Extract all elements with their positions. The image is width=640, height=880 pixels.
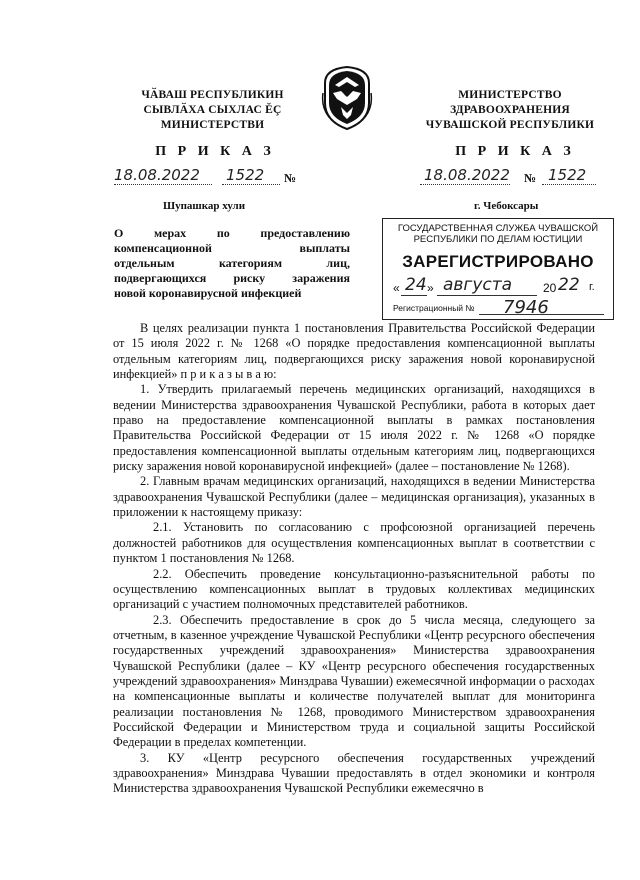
stamp-line-2: РЕСПУБЛИКИ ПО ДЕЛАМ ЮСТИЦИИ bbox=[413, 234, 583, 245]
header-right bbox=[410, 88, 610, 133]
date-left: 18.08.2022 bbox=[114, 166, 200, 184]
header-right-line-2: ЗДРАВООХРАНЕНИЯ bbox=[450, 104, 570, 116]
title-line-1: О мерах по предоставлению bbox=[114, 226, 350, 240]
number-left: 1522 bbox=[226, 166, 265, 184]
stamp-year-prefix: 20 bbox=[543, 281, 557, 295]
stamp-month: августа bbox=[443, 275, 513, 295]
number-right: 1522 bbox=[548, 166, 587, 184]
stamp-day: 24 bbox=[405, 275, 427, 295]
header-left-line-2: СЫВЛӐХА СЫХЛАС ĔÇ bbox=[143, 104, 282, 116]
header-right-line-1: МИНИСТЕРСТВО bbox=[458, 89, 562, 101]
date-number-left bbox=[114, 166, 314, 188]
chuvash-emblem-icon bbox=[321, 63, 373, 131]
number-left-underline bbox=[222, 184, 280, 185]
stamp-reg-number: 7946 bbox=[503, 297, 549, 318]
number-sign-left: № bbox=[284, 171, 297, 185]
place-right: г. Чебоксары bbox=[474, 200, 539, 212]
header-right-line-3: ЧУВАШСКОЙ РЕСПУБЛИКИ bbox=[425, 119, 595, 131]
stamp-year-suffix: 22 bbox=[558, 275, 580, 295]
stamp-registered: ЗАРЕГИСТРИРОВАНО bbox=[402, 252, 594, 271]
stamp-quote-close: » bbox=[427, 281, 434, 295]
paragraph-3: 3. КУ «Центр ресурсного обеспечения государственных учреждений здравоохранения» Минздрава Чувашии предоставлять в отдел экономики и контроля Министерства здравоохранения Чувашской Республики ежемесячно в bbox=[113, 750, 595, 796]
prikaz-right: П Р И К А З bbox=[455, 144, 575, 159]
header-left bbox=[120, 88, 305, 133]
place-left: Шупашкар хули bbox=[163, 200, 246, 212]
paragraph-2-2: 2.2. Обеспечить проведение консультационно-разъяснительной работы по осуществлению компенсационных выплат в трудовых коллективах медицинских организаций с участием полномочных представителей работников. bbox=[113, 566, 595, 612]
header-left-line-3: МИНИСТЕРСТВИ bbox=[160, 119, 265, 131]
paragraph-2: 2. Главным врачам медицинских организаций, находящихся в ведении Министерства здравоохранения Чувашской Республики (далее – медицинская организация), указанных в приложении к настоящему приказу: bbox=[113, 474, 595, 520]
document-body bbox=[113, 321, 595, 797]
date-right: 18.08.2022 bbox=[424, 166, 510, 184]
stamp-day-underline bbox=[401, 295, 427, 296]
stamp-month-underline bbox=[437, 295, 537, 296]
number-right-underline bbox=[542, 184, 596, 185]
number-sign-right: № bbox=[524, 171, 537, 185]
paragraph-2-1: 2.1. Установить по согласованию с профсоюзной организацией перечень должностей работников для осуществления компенсационных выплат в соответствии с пунктом 1 постановления № 1268. bbox=[113, 520, 595, 566]
stamp-line-1: ГОСУДАРСТВЕННАЯ СЛУЖБА ЧУВАШСКОЙ bbox=[397, 223, 599, 234]
stamp-reg-label: Регистрационный № bbox=[393, 303, 475, 313]
prikaz-left: П Р И К А З bbox=[155, 144, 275, 159]
paragraph-2-3: 2.3. Обеспечить предоставление в срок до 5 числа месяца, следующего за отчетным, в казенное учреждение Чувашской Республики «Центр ресурсного обеспечения государственных учреждений здравоохранения» Министерства здравоохранения Чувашской Республики (далее – КУ «Центр ресурсного обеспечения государственных учреждений здравоохранения» Минздрава Чувашии) ежемесячной информации о расходах на компенсационные выплаты и количестве получателей выплат для мониторинга реализации постановления № 1268, проводимого Министерством здравоохранения Российской Федерации и Министерством труда и социальной защиты Российской Федерации в пределах компетенции. bbox=[113, 612, 595, 750]
document-title bbox=[114, 226, 350, 301]
title-line-2: компенсационной выплаты bbox=[114, 241, 350, 255]
stamp-reg-row bbox=[393, 299, 608, 317]
stamp-reg-underline bbox=[479, 314, 604, 315]
paragraph-preamble: В целях реализации пункта 1 постановления Правительства Российской Федерации от 15 июля 2022 г. № 1268 «О порядке предоставления компенсационной выплаты отдельным категориям лиц, подвергающихся риску заражения новой коронавирусной инфекцией» п р и к а з ы в а ю: bbox=[113, 321, 595, 382]
date-right-underline bbox=[420, 184, 510, 185]
title-line-3: отдельным категориям лиц, bbox=[114, 256, 350, 270]
registration-stamp bbox=[382, 218, 614, 320]
date-number-right bbox=[420, 166, 620, 188]
stamp-year-unit: г. bbox=[589, 281, 595, 293]
stamp-quote-open: « bbox=[393, 281, 400, 295]
paragraph-1: 1. Утвердить прилагаемый перечень медицинских организаций, находящихся в ведении Министерства здравоохранения Чувашской Республики, работа в которых дает право на предоставление компенсационной выплаты в рамках постановления Правительства Российской Федерации от 15 июля 2022 г. № 1268 «О порядке предоставления компенсационной выплаты отдельным категориям лиц, подвергающихся риску заражения новой коронавирусной инфекцией» (далее – постановление № 1268). bbox=[113, 382, 595, 474]
title-line-5: новой коронавирусной инфекцией bbox=[114, 286, 302, 300]
stamp-date-row bbox=[393, 275, 608, 297]
date-left-underline bbox=[114, 184, 212, 185]
title-line-4: подвергающихся риску заражения bbox=[114, 271, 350, 285]
header-left-line-1: ЧӐВАШ РЕСПУБЛИКИН bbox=[141, 89, 284, 101]
